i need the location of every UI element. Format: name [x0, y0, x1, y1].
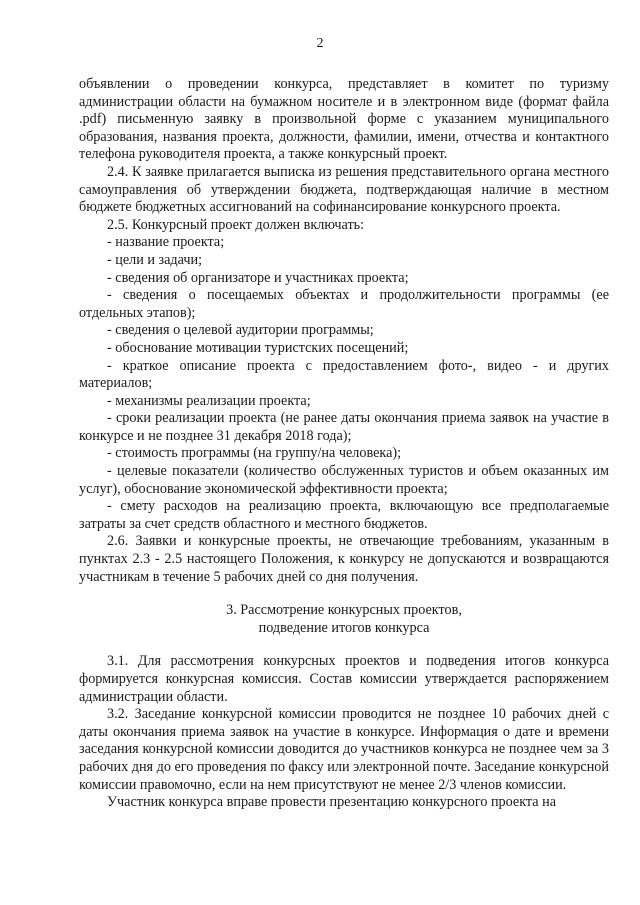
document-body: [79, 76, 609, 812]
list-item: - сведения о целевой аудитории программы;: [107, 322, 374, 339]
paragraph: объявлении о проведении конкурса, представляет в комитет по туризму администрации области на бумажном носителе и в электронном виде (формат файла .pdf) письменную заявку в произвольной форме с указанием муниципального образования, названия проекта, должности, фамилии, имени, отчества и контактного телефона руководителя проекта, а также конкурсный проект.: [79, 76, 609, 163]
section-heading: [79, 602, 609, 637]
list-item: - целевые показатели (количество обслуженных туристов и объем оказанных им услуг), обоснование экономической эффективности проекта;: [79, 463, 609, 497]
section-heading-line-2: подведение итогов конкурса: [258, 619, 430, 636]
paragraph: 2.6. Заявки и конкурсные проекты, не отвечающие требованиям, указанным в пунктах 2.3 - 2.5 настоящего Положения, к конкурсу не допускаются и возвращаются участникам в течение 5 рабочих дней со дня получения.: [79, 533, 609, 585]
list-item: - цели и задачи;: [107, 251, 203, 268]
section-heading-line-1: 3. Рассмотрение конкурсных проектов,: [226, 602, 462, 619]
list-item: - название проекта;: [107, 234, 225, 251]
paragraph: 2.5. Конкурсный проект должен включать:: [107, 216, 365, 233]
list-item: - обоснование мотивации туристских посещений;: [107, 339, 409, 356]
page-number: 2: [316, 36, 324, 51]
paragraph: 3.1. Для рассмотрения конкурсных проектов и подведения итогов конкурса формируется конкурсная комиссия. Состав комиссии утверждается распоряжением администрации области.: [79, 653, 609, 705]
list-item: - смету расходов на реализацию проекта, включающую все предполагаемые затраты за счет средств областного и местного бюджетов.: [79, 498, 609, 532]
list-item: - сроки реализации проекта (не ранее даты окончания приема заявок на участие в конкурсе и не позднее 31 декабря 2018 года);: [79, 410, 609, 444]
list-item: - сведения о посещаемых объектах и продолжительности программы (ее отдельных этапов);: [79, 287, 609, 321]
paragraph: 2.4. К заявке прилагается выписка из решения представительного органа местного самоуправления об утверждении бюджета, подтверждающая наличие в местном бюджете бюджетных ассигнований на софинансирование конкурсного проекта.: [79, 163, 609, 216]
section-2-continuation: [79, 76, 609, 586]
list-item: - сведения об организаторе и участниках проекта;: [107, 269, 409, 286]
section-3-body: [79, 653, 609, 811]
list-item: - механизмы реализации проекта;: [107, 392, 311, 409]
list-item: - стоимость программы (на группу/на человека);: [107, 445, 402, 462]
list-item: - краткое описание проекта с предоставлением фото-, видео - и других материалов;: [79, 357, 609, 392]
paragraph: Участник конкурса вправе провести презентацию конкурсного проекта на: [107, 794, 557, 811]
paragraph: 3.2. Заседание конкурсной комиссии проводится не позднее 10 рабочих дней с даты окончания приема заявок на участие в конкурсе. Информация о дате и времени заседания конкурсной комиссии доводится до участников конкурса не позднее чем за 3 рабочих дня до его проведения по факсу или электронной почте. Заседание конкурсной комиссии правомочно, если на нем присутствуют не менее 2/3 членов комиссии.: [79, 706, 609, 793]
